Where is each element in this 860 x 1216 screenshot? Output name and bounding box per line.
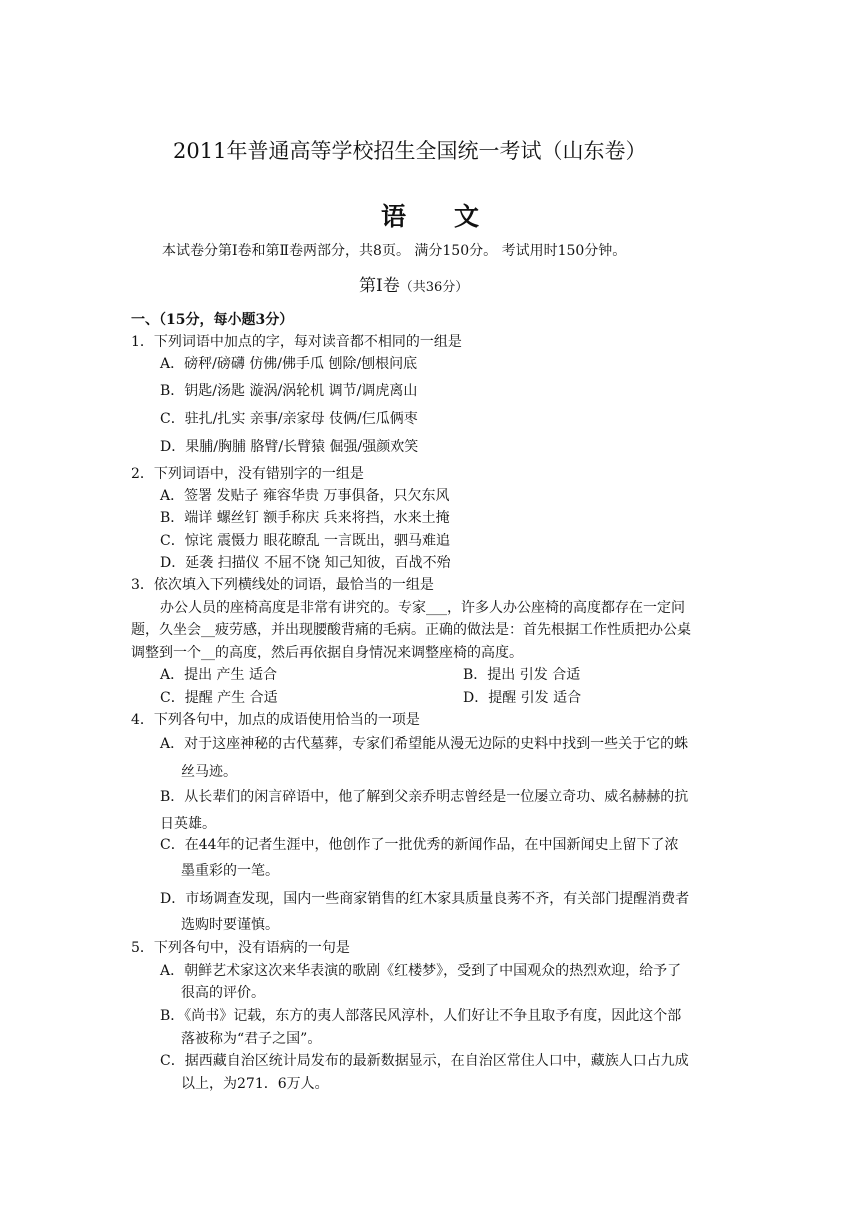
- q5-option-b-line-1: B．《尚书》记载，东方的夷人部落民风淳朴，人们好让不争且取予有度，因此这个部: [160, 1008, 682, 1024]
- question-1-stem: 1．下列词语中加点的字，每对读音都不相同的一组是: [131, 334, 462, 350]
- q4-option-c-line-1: C．在44年的记者生涯中，他创作了一批优秀的新闻作品，在中国新闻史上留下了浓: [160, 837, 679, 853]
- q4-option-d-line-1: D．市场调查发现，国内一些商家销售的红木家具质量良莠不齐，有关部门提醒消费者: [160, 891, 690, 907]
- q1-option-c: C．驻扎/扎实 亲事/亲家母 伎俩/仨瓜俩枣: [160, 411, 418, 427]
- q5-option-a-line-1: A．朝鲜艺术家这次来华表演的歌剧《红楼梦》，受到了中国观众的热烈欢迎，给予了: [160, 963, 682, 979]
- q2-option-c: C．惊诧 震慑力 眼花瞭乱 一言既出，驷马难追: [160, 533, 451, 549]
- q5-option-c-line-1: C．据西藏自治区统计局发布的最新数据显示，在自治区常住人口中，藏族人口占九成: [160, 1053, 689, 1069]
- question-2-stem: 2．下列词语中，没有错别字的一组是: [131, 466, 364, 482]
- q2-option-d: D．延袭 扫描仪 不屈不饶 知己知彼，百战不殆: [160, 555, 451, 571]
- question-3-stem: 3．依次填入下列横线处的词语，最恰当的一组是: [131, 577, 434, 593]
- q2-option-a: A．签署 发贴子 雍容华贵 万事俱备，只欠东风: [160, 488, 450, 504]
- q3-option-c: C．提醒 产生 合适: [160, 690, 278, 706]
- q3-option-d: D．提醒 引发 适合: [463, 690, 582, 706]
- q1-option-d: D．果脯/胸脯 胳臂/长臂猿 倔强/强颜欢笑: [160, 439, 419, 455]
- q1-option-b: B．钥匙/汤匙 漩涡/涡轮机 调节/调虎离山: [160, 383, 418, 399]
- volume-title: 第Ⅰ卷: [359, 276, 400, 296]
- volume-note: （共36分）: [399, 280, 469, 295]
- question-5-stem: 5．下列各句中，没有语病的一句是: [131, 940, 350, 956]
- volume-heading: [359, 275, 468, 299]
- q3-passage-line-3: 调整到一个__的高度，然后再依据自身情况来调整座椅的高度。: [131, 645, 523, 661]
- q3-option-a: A．提出 产生 适合: [160, 667, 278, 683]
- q3-option-b: B．提出 引发 合适: [463, 667, 581, 683]
- q4-option-d-line-2: 选购时要谨慎。: [181, 917, 279, 933]
- q5-option-c-line-2: 以上，为271．6万人。: [181, 1076, 329, 1092]
- q1-option-a: A．磅秤/磅礴 仿佛/佛手瓜 刨除/刨根问底: [160, 356, 418, 372]
- subject-title: 语文: [381, 202, 528, 231]
- q4-option-b-line-1: B．从长辈们的闲言碎语中，他了解到父亲乔明志曾经是一位屡立奇功、威名赫赫的抗: [160, 789, 689, 805]
- q3-passage-line-1: 办公人员的座椅高度是非常有讲究的。专家___，许多人办公座椅的高度都存在一定问: [160, 600, 685, 616]
- q4-option-b-line-2: 日英雄。: [160, 816, 216, 832]
- q5-option-a-line-2: 很高的评价。: [181, 985, 265, 1001]
- q4-option-a-line-1: A．对于这座神秘的古代墓葬，专家们希望能从漫无边际的史料中找到一些关于它的蛛: [160, 736, 689, 752]
- question-4-stem: 4．下列各句中，加点的成语使用恰当的一项是: [131, 712, 420, 728]
- exam-intro: 本试卷分第Ⅰ卷和第Ⅱ卷两部分，共8页。 满分150分。 考试用时150分钟。: [162, 243, 627, 259]
- q4-option-c-line-2: 墨重彩的一笔。: [181, 863, 279, 879]
- q5-option-b-line-2: 落被称为“君子之国”。: [181, 1031, 322, 1047]
- q3-passage-line-2: 题，久坐会__疲劳感，并出现腰酸背痛的毛病。正确的做法是：首先根据工作性质把办公桌: [131, 622, 691, 638]
- q2-option-b: B．端详 螺丝钉 额手称庆 兵来将挡，水来土掩: [160, 510, 450, 526]
- exam-title: 2011年普通高等学校招生全国统一考试（山东卷）: [173, 139, 647, 163]
- q4-option-a-line-2: 丝马迹。: [181, 764, 237, 780]
- section-heading: 一、（15分，每小题3分）: [131, 312, 294, 328]
